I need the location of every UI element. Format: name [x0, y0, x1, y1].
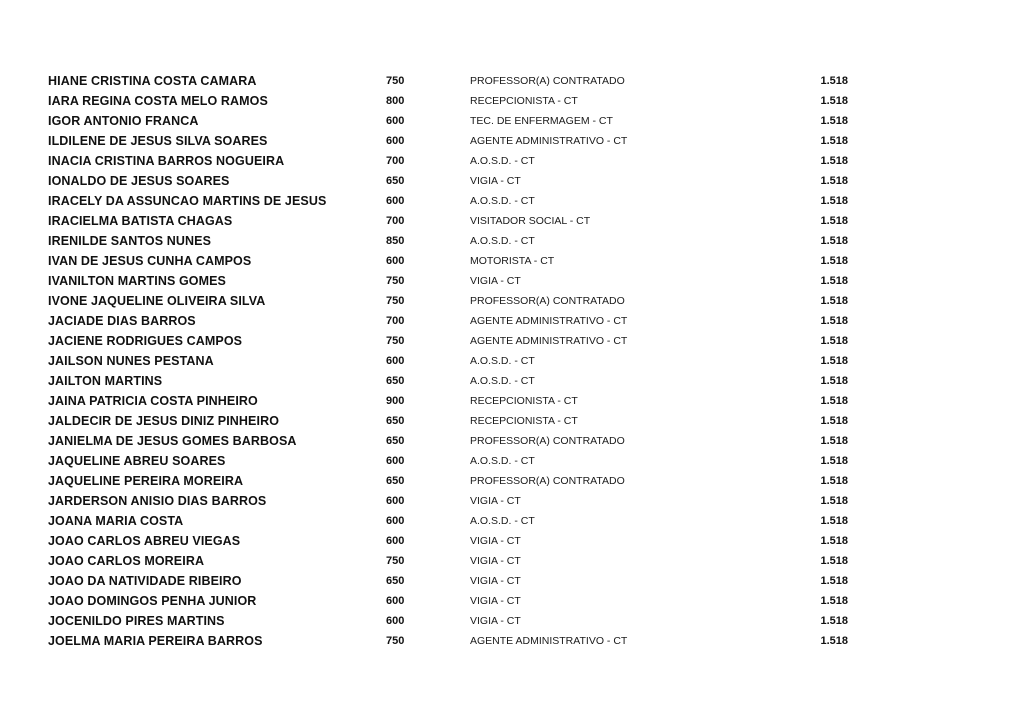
employee-name-cell: IVANILTON MARTINS GOMES: [48, 274, 226, 288]
table-row: [48, 391, 868, 411]
table-row: [48, 451, 868, 471]
employee-name-cell: JOELMA MARIA PEREIRA BARROS: [48, 634, 263, 648]
employee-name-cell: JOAO CARLOS ABREU VIEGAS: [48, 534, 241, 548]
table-row: [48, 471, 868, 491]
value-cell: 1.518: [820, 115, 848, 127]
employee-table: [48, 71, 868, 651]
employee-name-cell: IGOR ANTONIO FRANCA: [48, 114, 199, 128]
value-cell: 1.518: [820, 175, 848, 187]
employee-name-cell: JOANA MARIA COSTA: [48, 514, 184, 528]
table-row: [48, 591, 868, 611]
value-cell: 1.518: [820, 455, 848, 467]
value-cell: 1.518: [820, 575, 848, 587]
value-cell: 1.518: [820, 595, 848, 607]
hours-cell: 700: [386, 155, 405, 167]
employee-name-cell: JANIELMA DE JESUS GOMES BARBOSA: [48, 434, 297, 448]
table-row: [48, 251, 868, 271]
role-cell: AGENTE ADMINISTRATIVO - CT: [470, 315, 628, 327]
employee-name-cell: JOAO DA NATIVIDADE RIBEIRO: [48, 574, 242, 588]
role-cell: A.O.S.D. - CT: [470, 155, 535, 167]
table-row: [48, 511, 868, 531]
hours-cell: 750: [386, 635, 405, 647]
role-cell: VIGIA - CT: [470, 535, 521, 547]
table-row: [48, 131, 868, 151]
employee-name-cell: JAILTON MARTINS: [48, 374, 163, 388]
table-row: [48, 171, 868, 191]
role-cell: A.O.S.D. - CT: [470, 195, 535, 207]
hours-cell: 650: [386, 375, 405, 387]
hours-cell: 750: [386, 295, 405, 307]
value-cell: 1.518: [820, 635, 848, 647]
value-cell: 1.518: [820, 195, 848, 207]
role-cell: A.O.S.D. - CT: [470, 375, 535, 387]
role-cell: RECEPCIONISTA - CT: [470, 415, 578, 427]
hours-cell: 600: [386, 355, 405, 367]
role-cell: VISITADOR SOCIAL - CT: [470, 215, 591, 227]
hours-cell: 750: [386, 555, 405, 567]
table-row: [48, 351, 868, 371]
role-cell: A.O.S.D. - CT: [470, 235, 535, 247]
role-cell: VIGIA - CT: [470, 495, 521, 507]
value-cell: 1.518: [820, 95, 848, 107]
role-cell: RECEPCIONISTA - CT: [470, 395, 578, 407]
hours-cell: 750: [386, 335, 405, 347]
hours-cell: 700: [386, 315, 405, 327]
role-cell: MOTORISTA - CT: [470, 255, 555, 267]
hours-cell: 600: [386, 495, 405, 507]
value-cell: 1.518: [820, 275, 848, 287]
employee-name-cell: JOCENILDO PIRES MARTINS: [48, 614, 225, 628]
employee-name-cell: ILDILENE DE JESUS SILVA SOARES: [48, 134, 268, 148]
value-cell: 1.518: [820, 495, 848, 507]
value-cell: 1.518: [820, 475, 848, 487]
table-row: [48, 91, 868, 111]
role-cell: RECEPCIONISTA - CT: [470, 95, 578, 107]
table-row: [48, 291, 868, 311]
employee-name-cell: JOAO CARLOS MOREIRA: [48, 554, 205, 568]
table-row: [48, 231, 868, 251]
hours-cell: 850: [386, 235, 405, 247]
value-cell: 1.518: [820, 615, 848, 627]
role-cell: VIGIA - CT: [470, 275, 521, 287]
table-row: [48, 311, 868, 331]
employee-name-cell: JAINA PATRICIA COSTA PINHEIRO: [48, 394, 258, 408]
value-cell: 1.518: [820, 355, 848, 367]
employee-name-cell: IONALDO DE JESUS SOARES: [48, 174, 230, 188]
table-row: [48, 631, 868, 651]
table-row: [48, 191, 868, 211]
employee-name-cell: JACIENE RODRIGUES CAMPOS: [48, 334, 243, 348]
hours-cell: 750: [386, 75, 405, 87]
employee-name-cell: IRACIELMA BATISTA CHAGAS: [48, 214, 233, 228]
value-cell: 1.518: [820, 535, 848, 547]
value-cell: 1.518: [820, 335, 848, 347]
table-row: [48, 531, 868, 551]
employee-name-cell: JARDERSON ANISIO DIAS BARROS: [48, 494, 267, 508]
employee-name-cell: IVAN DE JESUS CUNHA CAMPOS: [48, 254, 252, 268]
value-cell: 1.518: [820, 435, 848, 447]
hours-cell: 700: [386, 215, 405, 227]
role-cell: TEC. DE ENFERMAGEM - CT: [470, 115, 613, 127]
employee-name-cell: JALDECIR DE JESUS DINIZ PINHEIRO: [48, 414, 280, 428]
table-row: [48, 431, 868, 451]
value-cell: 1.518: [820, 155, 848, 167]
role-cell: PROFESSOR(A) CONTRATADO: [470, 75, 625, 87]
role-cell: AGENTE ADMINISTRATIVO - CT: [470, 635, 628, 647]
table-row: [48, 551, 868, 571]
value-cell: 1.518: [820, 375, 848, 387]
value-cell: 1.518: [820, 315, 848, 327]
hours-cell: 650: [386, 475, 405, 487]
table-row: [48, 571, 868, 591]
hours-cell: 600: [386, 535, 405, 547]
hours-cell: 600: [386, 115, 405, 127]
hours-cell: 650: [386, 415, 405, 427]
role-cell: PROFESSOR(A) CONTRATADO: [470, 295, 625, 307]
hours-cell: 600: [386, 255, 405, 267]
role-cell: VIGIA - CT: [470, 575, 521, 587]
employee-name-cell: HIANE CRISTINA COSTA CAMARA: [48, 74, 257, 88]
table-row: [48, 271, 868, 291]
value-cell: 1.518: [820, 555, 848, 567]
hours-cell: 600: [386, 455, 405, 467]
table-row: [48, 371, 868, 391]
employee-name-cell: JAQUELINE PEREIRA MOREIRA: [48, 474, 244, 488]
employee-name-cell: INACIA CRISTINA BARROS NOGUEIRA: [48, 154, 285, 168]
employee-name-cell: JOAO DOMINGOS PENHA JUNIOR: [48, 594, 257, 608]
value-cell: 1.518: [820, 75, 848, 87]
table-row: [48, 491, 868, 511]
hours-cell: 750: [386, 275, 405, 287]
role-cell: VIGIA - CT: [470, 615, 521, 627]
table-row: [48, 151, 868, 171]
table-row: [48, 111, 868, 131]
value-cell: 1.518: [820, 135, 848, 147]
value-cell: 1.518: [820, 255, 848, 267]
table-row: [48, 611, 868, 631]
role-cell: A.O.S.D. - CT: [470, 515, 535, 527]
employee-name-cell: JAILSON NUNES PESTANA: [48, 354, 214, 368]
hours-cell: 650: [386, 575, 405, 587]
hours-cell: 900: [386, 395, 405, 407]
role-cell: AGENTE ADMINISTRATIVO - CT: [470, 335, 628, 347]
hours-cell: 600: [386, 195, 405, 207]
hours-cell: 650: [386, 175, 405, 187]
value-cell: 1.518: [820, 395, 848, 407]
hours-cell: 600: [386, 135, 405, 147]
hours-cell: 650: [386, 435, 405, 447]
value-cell: 1.518: [820, 415, 848, 427]
employee-name-cell: IRENILDE SANTOS NUNES: [48, 234, 212, 248]
table-row: [48, 71, 868, 91]
value-cell: 1.518: [820, 235, 848, 247]
role-cell: VIGIA - CT: [470, 555, 521, 567]
role-cell: VIGIA - CT: [470, 175, 521, 187]
value-cell: 1.518: [820, 515, 848, 527]
hours-cell: 800: [386, 95, 405, 107]
role-cell: AGENTE ADMINISTRATIVO - CT: [470, 135, 628, 147]
hours-cell: 600: [386, 595, 405, 607]
employee-name-cell: IRACELY DA ASSUNCAO MARTINS DE JESUS: [48, 194, 327, 208]
value-cell: 1.518: [820, 295, 848, 307]
hours-cell: 600: [386, 515, 405, 527]
employee-name-cell: JACIADE DIAS BARROS: [48, 314, 196, 328]
hours-cell: 600: [386, 615, 405, 627]
role-cell: VIGIA - CT: [470, 595, 521, 607]
employee-name-cell: IARA REGINA COSTA MELO RAMOS: [48, 94, 268, 108]
employee-table-body: [48, 71, 868, 651]
employee-name-cell: JAQUELINE ABREU SOARES: [48, 454, 226, 468]
role-cell: A.O.S.D. - CT: [470, 455, 535, 467]
table-row: [48, 211, 868, 231]
role-cell: A.O.S.D. - CT: [470, 355, 535, 367]
role-cell: PROFESSOR(A) CONTRATADO: [470, 475, 625, 487]
table-row: [48, 411, 868, 431]
role-cell: PROFESSOR(A) CONTRATADO: [470, 435, 625, 447]
value-cell: 1.518: [820, 215, 848, 227]
employee-name-cell: IVONE JAQUELINE OLIVEIRA SILVA: [48, 294, 266, 308]
table-row: [48, 331, 868, 351]
